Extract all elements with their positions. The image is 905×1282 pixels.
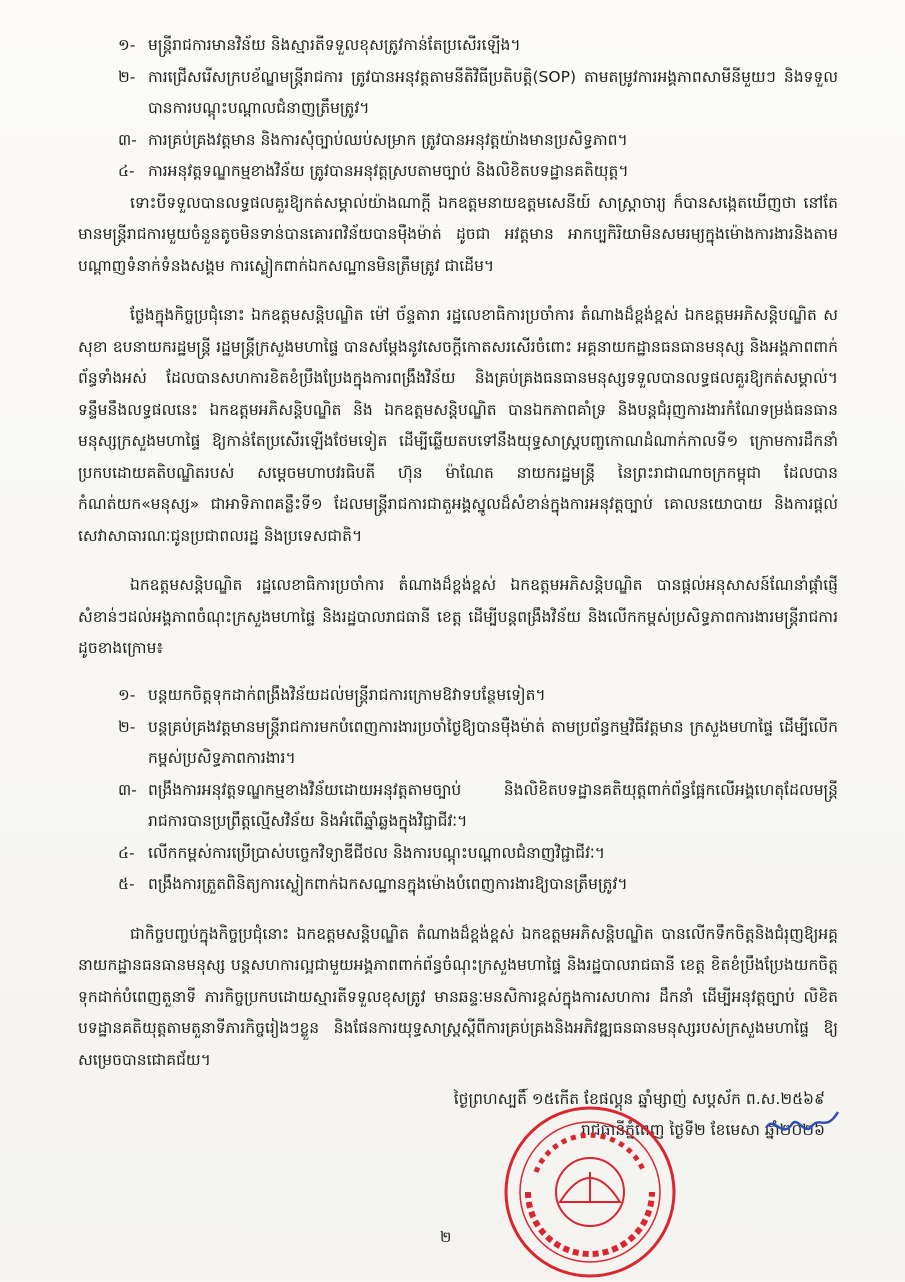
intro-list <box>78 30 838 188</box>
lunar-date: ថ្ងៃព្រហស្បតិ៍ ១៥កើត ខែផល្គុន ឆ្នាំម្សាញ់ សប្តស័ក ព.ស.២៥៦៩ <box>453 1090 825 1108</box>
paragraph-recommendations-intro: ឯកឧត្តមសន្តិបណ្ឌិត រដ្ឋលេខាធិការប្រចាំការ តំណាងដ៏ខ្ពង់ខ្ពស់ ឯកឧត្តមអភិសន្តិបណ្ឌិត បានផ្តល់អនុសាសន៍ណែនាំផ្តាំផ្ញើសំខាន់ៗដល់អង្គភាពចំណុះក្រសួងមហាផ្ទៃ និងរដ្ឋបាលរាជធានី ខេត្ត ដើម្បីបន្តពង្រឹងវិន័យ និងលើកកម្ពស់ប្រសិទ្ធភាពការងារមន្ត្រីរាជការ ដូចខាងក្រោម៖ <box>78 576 838 657</box>
document-body <box>78 30 838 1092</box>
item-text: បន្តគ្រប់គ្រងវត្តមានមន្ត្រីរាជការមកបំពេញការងារប្រចាំថ្ងៃឱ្យបានម៉ឺងម៉ាត់ តាមប្រព័ន្ធកម្មវិធីវត្តមាន ក្រសួងមហាផ្ទៃ ដើម្បីលើកកម្ពស់ប្រសិទ្ធភាពការងារ។ <box>148 717 838 767</box>
item-text: មន្ត្រីរាជការមានវិន័យ និងស្មារតីទទួលខុសត្រូវកាន់តែប្រសើរឡើង។ <box>148 36 521 54</box>
paragraph-speech: ថ្លែងក្នុងកិច្ចប្រជុំនោះ ឯកឧត្តមសន្តិបណ្ឌិត ម៉ៅ ច័ន្ទតារា រដ្ឋលេខាធិការប្រចាំការ តំណាងដ៏ខ្ពង់ខ្ពស់ ឯកឧត្តមអភិសន្តិបណ្ឌិត ស សុខា ឧបនាយករដ្ឋមន្ត្រី រដ្ឋមន្ត្រីក្រសួងមហាផ្ទៃ បានសម្តែងនូវសេចក្តីកោតសរសើរចំពោះ អគ្គនាយកដ្ឋានធនធានមនុស្ស និងអង្គភាពពាក់ព័ន្ធទាំងអស់ ដែលបានសហការខិតខំប្រឹងប្រែងក្នុងការពង្រឹងវិន័យ និងគ្រប់គ្រងធនធានមនុស្សទទួលបានលទ្ធផលគួរឱ្យកត់សម្គាល់។ ទន្ទឹមនឹងលទ្ធផលនេះ ឯកឧត្តមអភិសន្តិបណ្ឌិត និង ឯកឧត្តមសន្តិបណ្ឌិត បានឯកភាពគាំទ្រ និងបន្តជំរុញការងារកំណែទម្រង់ធនធានមនុស្សក្រសួងមហាផ្ទៃ ឱ្យកាន់តែប្រសើរឡើងថែមទៀត ដើម្បីឆ្លើយតបទៅនឹងយុទ្ធសាស្ត្របញ្ចកោណដំណាក់កាលទី១ ក្រោមការដឹកនាំប្រកបដោយគតិបណ្ឌិតរបស់ សម្តេចមហាបវរធិបតី ហ៊ុន ម៉ាណែត នាយករដ្ឋមន្ត្រី នៃព្រះរាជាណាចក្រកម្ពុជា ដែលបានកំណត់យក«មនុស្ស» ជាអាទិភាពគន្លឹះទី១ ដែលមន្ត្រីរាជការជាតួអង្គស្នូលដ៏សំខាន់ក្នុងការអនុវត្តច្បាប់ គោលនយោបាយ និងការផ្តល់សេវាសាធារណៈជូនប្រជាពលរដ្ឋ និងប្រទេសជាតិ។ <box>78 306 838 545</box>
item-number: ១- <box>118 686 136 704</box>
item-text: ការអនុវត្តទណ្ឌកម្មខាងវិន័យ ត្រូវបានអនុវត្តស្របតាមច្បាប់ និងលិខិតបទដ្ឋានគតិយុត្ត។ <box>148 162 629 180</box>
paragraph-conclusion: ជាកិច្ចបញ្ចប់ក្នុងកិច្ចប្រជុំនោះ ឯកឧត្តមសន្តិបណ្ឌិត តំណាងដ៏ខ្ពង់ខ្ពស់ ឯកឧត្តមអភិសន្តិបណ្ឌិត បានលើកទឹកចិត្តនិងជំរុញឱ្យអគ្គនាយកដ្ឋានធនធានមនុស្ស បន្តសហការល្អជាមួយអង្គភាពពាក់ព័ន្ធចំណុះក្រសួងមហាផ្ទៃ និងរដ្ឋបាលរាជធានី ខេត្ត ខិតខំប្រឹងប្រែងយកចិត្តទុកដាក់បំពេញតួនាទី ភារកិច្ចប្រកបដោយស្មារតីទទួលខុសត្រូវ មានឆន្ទៈមនសិការខ្ពស់ក្នុងការសហការ ដឹកនាំ ដើម្បីអនុវត្តច្បាប់ លិខិតបទដ្ឋានគតិយុត្តតាមតួនាទីភារកិច្ចរៀងៗខ្លួន និងផែនការយុទ្ធសាស្ត្រស្តីពីការគ្រប់គ្រងនិងអភិវឌ្ឍធនធានមនុស្សរបស់ក្រសួងមហាផ្ទៃ ឱ្យសម្រេចបានជោគជ័យ។ <box>78 924 838 1069</box>
item-text: ពង្រឹងការត្រួតពិនិត្យការស្លៀកពាក់ឯកសណ្ឋានក្នុងម៉ោងបំពេញការងារឱ្យបានត្រឹមត្រូវ។ <box>148 875 628 893</box>
item-number: ២- <box>118 717 136 736</box>
item-number: ២- <box>118 67 136 86</box>
item-text: ការជ្រើសរើសក្របខ័ណ្ឌមន្ត្រីរាជការ ត្រូវបានអនុវត្តតាមនីតិវិធីប្រតិបត្តិ(SOP) តាមតម្រូវការអង្គភាពសាមីនីមួយៗ និងទទួលបានការបណ្តុះបណ្តាលជំនាញត្រឹមត្រូវ។ <box>148 67 838 117</box>
item-number: ៤- <box>118 843 135 862</box>
item-number: ៤- <box>118 162 135 180</box>
list-item <box>78 680 838 712</box>
item-text: ពង្រឹងការអនុវត្តទណ្ឌកម្មខាងវិន័យដោយអនុវត្តតាមច្បាប់ និងលិខិតបទដ្ឋានគតិយុត្តពាក់ព័ន្ធផ្អែកលើអង្គហេតុដែលមន្ត្រីរាជការបានប្រព្រឹត្តល្មើសវិន័យ និងអំពើឆ្នាំឆ្លងក្នុងវិជ្ជាជីវៈ។ <box>148 780 838 830</box>
item-number: ៣- <box>118 130 137 149</box>
recommendation-list <box>78 680 838 901</box>
item-text: បន្តយកចិត្តទុកដាក់ពង្រឹងវិន័យដល់មន្ត្រីរាជការក្រោមឱវាទបន្ថែមទៀត។ <box>148 686 546 704</box>
page-number: ២ <box>440 1228 452 1246</box>
list-item <box>78 775 838 838</box>
paragraph-observation: ទោះបីទទួលបានលទ្ធផលគួរឱ្យកត់សម្គាល់យ៉ាងណាក្តី ឯកឧត្តមនាយឧត្តមសេនីយ៍ សាស្ត្រាចារ្យ ក៏បានសង្កេតឃើញថា នៅតែមានមន្ត្រីរាជការមួយចំនួនតូចមិនទាន់បានគោរពវិន័យបានម៉ឺងម៉ាត់ ដូចជា អវត្តមាន អាកប្បកិរិយាមិនសមរម្យក្នុងម៉ោងការងារនិងតាមបណ្តាញទំនាក់ទំនងសង្គម ការស្លៀកពាក់ឯកសណ្ឋានមិនត្រឹមត្រូវ ជាដើម។ <box>78 193 838 275</box>
item-number: ៥- <box>118 875 135 893</box>
list-item <box>78 156 838 188</box>
solar-date: រាជធានីភ្នំពេញ ថ្ងៃទី២ ខែមេសា ឆ្នាំ២០២៦ <box>580 1121 825 1139</box>
item-number: ៣- <box>118 780 137 799</box>
list-item <box>78 838 838 870</box>
list-item <box>78 869 838 901</box>
official-seal <box>500 1102 680 1282</box>
list-item <box>78 62 838 125</box>
item-text: លើកកម្ពស់ការប្រើប្រាស់បច្ចេកវិទ្យាឌីជីថល និងការបណ្តុះបណ្តាលជំនាញវិជ្ជាជីវៈ។ <box>148 843 605 862</box>
item-text: ការគ្រប់គ្រងវត្តមាន និងការសុំច្បាប់ឈប់សម្រាក ត្រូវបានអនុវត្តយ៉ាងមានប្រសិទ្ធភាព។ <box>148 130 628 149</box>
item-number: ១- <box>118 36 136 54</box>
signature <box>762 1106 842 1146</box>
seal-lettering-arc-top <box>536 1135 644 1172</box>
list-item <box>78 30 838 62</box>
seal-emblem-lines <box>570 1172 610 1202</box>
list-item <box>78 712 838 775</box>
list-item <box>78 125 838 157</box>
